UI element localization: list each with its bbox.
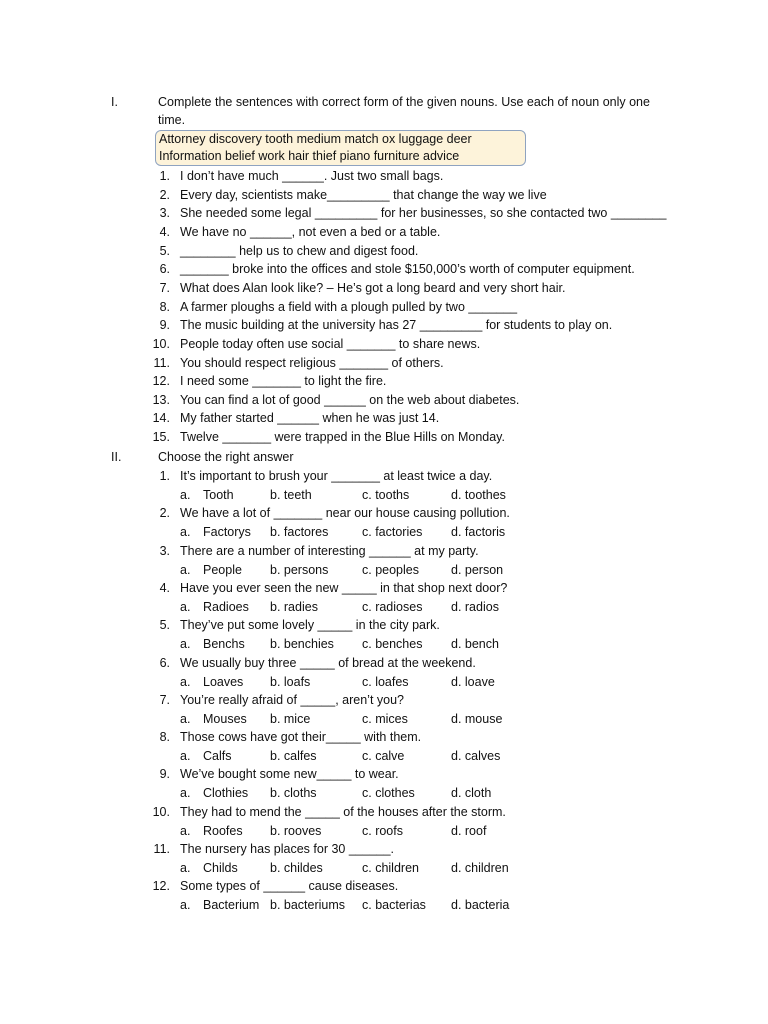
answer-option: c. factories [362, 525, 423, 540]
answer-option: c. clothes [362, 786, 415, 801]
answer-option: d. calves [451, 749, 501, 764]
section-1-item-number: 7. [159, 280, 170, 295]
answer-option: People [203, 562, 242, 577]
answer-option: Roofes [203, 823, 243, 838]
answer-option: d. cloth [451, 786, 492, 801]
section-1-item-number: 5. [159, 243, 170, 258]
section-1-item-number: 4. [159, 224, 170, 239]
answer-option: d. loave [451, 674, 495, 689]
section-2-instruction: Choose the right answer [158, 450, 294, 464]
section-2-item-question: Those cows have got their_____ with them. [180, 730, 422, 745]
answer-option: c. benches [362, 637, 423, 652]
section-1-item-sentence: ________ help us to chew and digest food. [180, 243, 419, 258]
section-2-item-question: They’ve put some lovely _____ in the city park. [180, 618, 440, 633]
section-2-item-question: There are a number of interesting ______ at my party. [180, 543, 479, 558]
section-1-item-number: 15. [152, 430, 170, 445]
answer-option: d. radios [451, 599, 499, 614]
answer-option: Benchs [203, 637, 245, 652]
answer-option: b. radies [270, 599, 318, 614]
section-1-item-sentence: _______ broke into the offices and stole $150,000’s worth of computer equipment. [180, 262, 635, 277]
section-2-item-question: We have a lot of _______ near our house causing pollution. [180, 506, 510, 521]
answer-option: c. peoples [362, 562, 419, 577]
option-a-marker: a. [180, 711, 191, 726]
section-2-item-question: The nursery has places for 30 ______. [180, 842, 395, 856]
answer-option: Calfs [203, 749, 232, 764]
section-1-item-number: 14. [152, 411, 170, 426]
section-1-instruction-line-2: time. [158, 113, 186, 127]
section-2-item-question: Some types of ______ cause diseases. [180, 879, 399, 894]
section-1-item-number: 11. [153, 355, 170, 370]
section-1-item-number: 10. [152, 336, 170, 351]
answer-option: Clothies [203, 786, 249, 801]
section-2-item-number: 8. [159, 730, 170, 745]
option-a-marker: a. [180, 898, 191, 913]
word-bank-box [155, 130, 526, 166]
section-2-item-question: It’s important to brush your _______ at least twice a day. [180, 469, 493, 483]
answer-option: c. bacterias [362, 898, 426, 913]
section-2-item-question: We usually buy three _____ of bread at the weekend. [180, 655, 476, 670]
answer-option: d. children [451, 861, 509, 875]
section-1-item-number: 12. [152, 374, 170, 389]
section-2-item-number: 2. [159, 506, 170, 521]
answer-option: b. bacteriums [270, 898, 346, 913]
answer-option: d. toothes [451, 488, 506, 502]
section-2-item-number: 9. [159, 767, 170, 782]
option-a-marker: a. [180, 749, 191, 764]
answer-option: d. bacteria [451, 898, 510, 913]
section-2-item-number: 12. [152, 879, 170, 894]
answer-option: Bacterium [203, 898, 260, 913]
option-a-marker: a. [180, 823, 191, 838]
section-1-item-sentence: A farmer ploughs a field with a plough pulled by two _______ [180, 299, 518, 314]
word-bank-line-1: Attorney discovery tooth medium match ox luggage deer [159, 132, 472, 146]
section-1-item-sentence: I don’t have much ______. Just two small bags. [180, 169, 444, 183]
section-2-item-number: 7. [159, 692, 170, 707]
section-1-item-sentence: You should respect religious _______ of others. [180, 355, 444, 370]
section-1-item-sentence: She needed some legal _________ for her businesses, so she contacted two ________ [180, 206, 667, 221]
section-2-number: II. [111, 450, 122, 464]
answer-option: Loaves [203, 674, 244, 689]
section-1-item-sentence: You can find a lot of good ______ on the web about diabetes. [180, 392, 520, 407]
answer-option: b. persons [270, 562, 329, 577]
answer-option: b. mice [270, 711, 311, 726]
section-1-item-sentence: I need some _______ to light the fire. [180, 374, 387, 389]
section-2-item-question: We’ve bought some new_____ to wear. [180, 767, 399, 782]
answer-option: d. person [451, 562, 504, 577]
section-2-item-number: 3. [159, 543, 170, 558]
section-1-item-number: 6. [159, 262, 170, 277]
answer-option: c. children [362, 861, 419, 875]
option-a-marker: a. [180, 861, 191, 875]
answer-option: d. mouse [451, 711, 503, 726]
section-1-instruction-line-1: Complete the sentences with correct form of the given nouns. Use each of noun only one [158, 95, 650, 109]
answer-option: b. teeth [270, 488, 312, 502]
answer-option: b. childes [270, 861, 323, 875]
answer-option: Tooth [203, 488, 234, 502]
answer-option: c. radioses [362, 599, 423, 614]
section-1-item-sentence: The music building at the university has 27 _________ for students to play on. [180, 318, 613, 333]
section-1-item-sentence: Twelve _______ were trapped in the Blue Hills on Monday. [180, 430, 505, 445]
answer-option: c. calve [362, 749, 405, 764]
section-2-item-number: 6. [159, 655, 170, 670]
answer-option: b. cloths [270, 786, 317, 801]
section-1-number: I. [111, 95, 118, 109]
section-1-item-number: 3. [159, 206, 170, 221]
section-2-item-question: You’re really afraid of _____, aren’t you? [180, 692, 404, 707]
section-1-item-sentence: What does Alan look like? – He’s got a long beard and very short hair. [180, 280, 566, 295]
section-1-item-sentence: We have no ______, not even a bed or a table. [180, 224, 441, 239]
section-1-item-number: 9. [159, 318, 170, 333]
answer-option: c. roofs [362, 823, 403, 838]
section-2-item-number: 1. [159, 469, 170, 483]
section-1-item-number: 8. [159, 299, 170, 314]
section-2-item-number: 5. [159, 618, 170, 633]
answer-option: Mouses [203, 711, 247, 726]
section-2-item-question: Have you ever seen the new _____ in that shop next door? [180, 580, 508, 595]
answer-option: d. factoris [451, 525, 506, 540]
answer-option: b. factores [270, 525, 329, 540]
answer-option: b. loafs [270, 674, 311, 689]
answer-option: b. rooves [270, 823, 322, 838]
section-1-item-number: 1. [159, 169, 170, 183]
section-1-item-sentence: People today often use social _______ to share news. [180, 336, 481, 351]
option-a-marker: a. [180, 525, 191, 540]
answer-option: c. tooths [362, 488, 410, 502]
option-a-marker: a. [180, 674, 191, 689]
section-1-item-sentence: My father started ______ when he was just 14. [180, 411, 440, 426]
section-2-item-number: 4. [159, 580, 170, 595]
section-2-item-question: They had to mend the _____ of the houses after the storm. [180, 804, 506, 819]
word-bank-line-2: Information belief work hair thief piano furniture advice [159, 149, 460, 163]
option-a-marker: a. [180, 786, 191, 801]
section-1-item-number: 2. [159, 187, 170, 202]
section-1-item-number: 13. [152, 392, 170, 407]
option-a-marker: a. [180, 637, 191, 652]
option-a-marker: a. [180, 562, 191, 577]
answer-option: d. roof [451, 823, 487, 838]
answer-option: Radioes [203, 599, 249, 614]
section-2-item-number: 11. [153, 842, 170, 856]
option-a-marker: a. [180, 599, 191, 614]
answer-option: c. loafes [362, 674, 409, 689]
answer-option: c. mices [362, 711, 408, 726]
answer-option: Factorys [203, 525, 251, 540]
answer-option: d. bench [451, 637, 499, 652]
option-a-marker: a. [180, 488, 191, 502]
answer-option: b. benchies [270, 637, 334, 652]
section-2-item-number: 10. [152, 804, 170, 819]
section-1-item-sentence: Every day, scientists make_________ that change the way we live [180, 187, 547, 202]
answer-option: Childs [203, 861, 238, 875]
answer-option: b. calfes [270, 749, 317, 764]
